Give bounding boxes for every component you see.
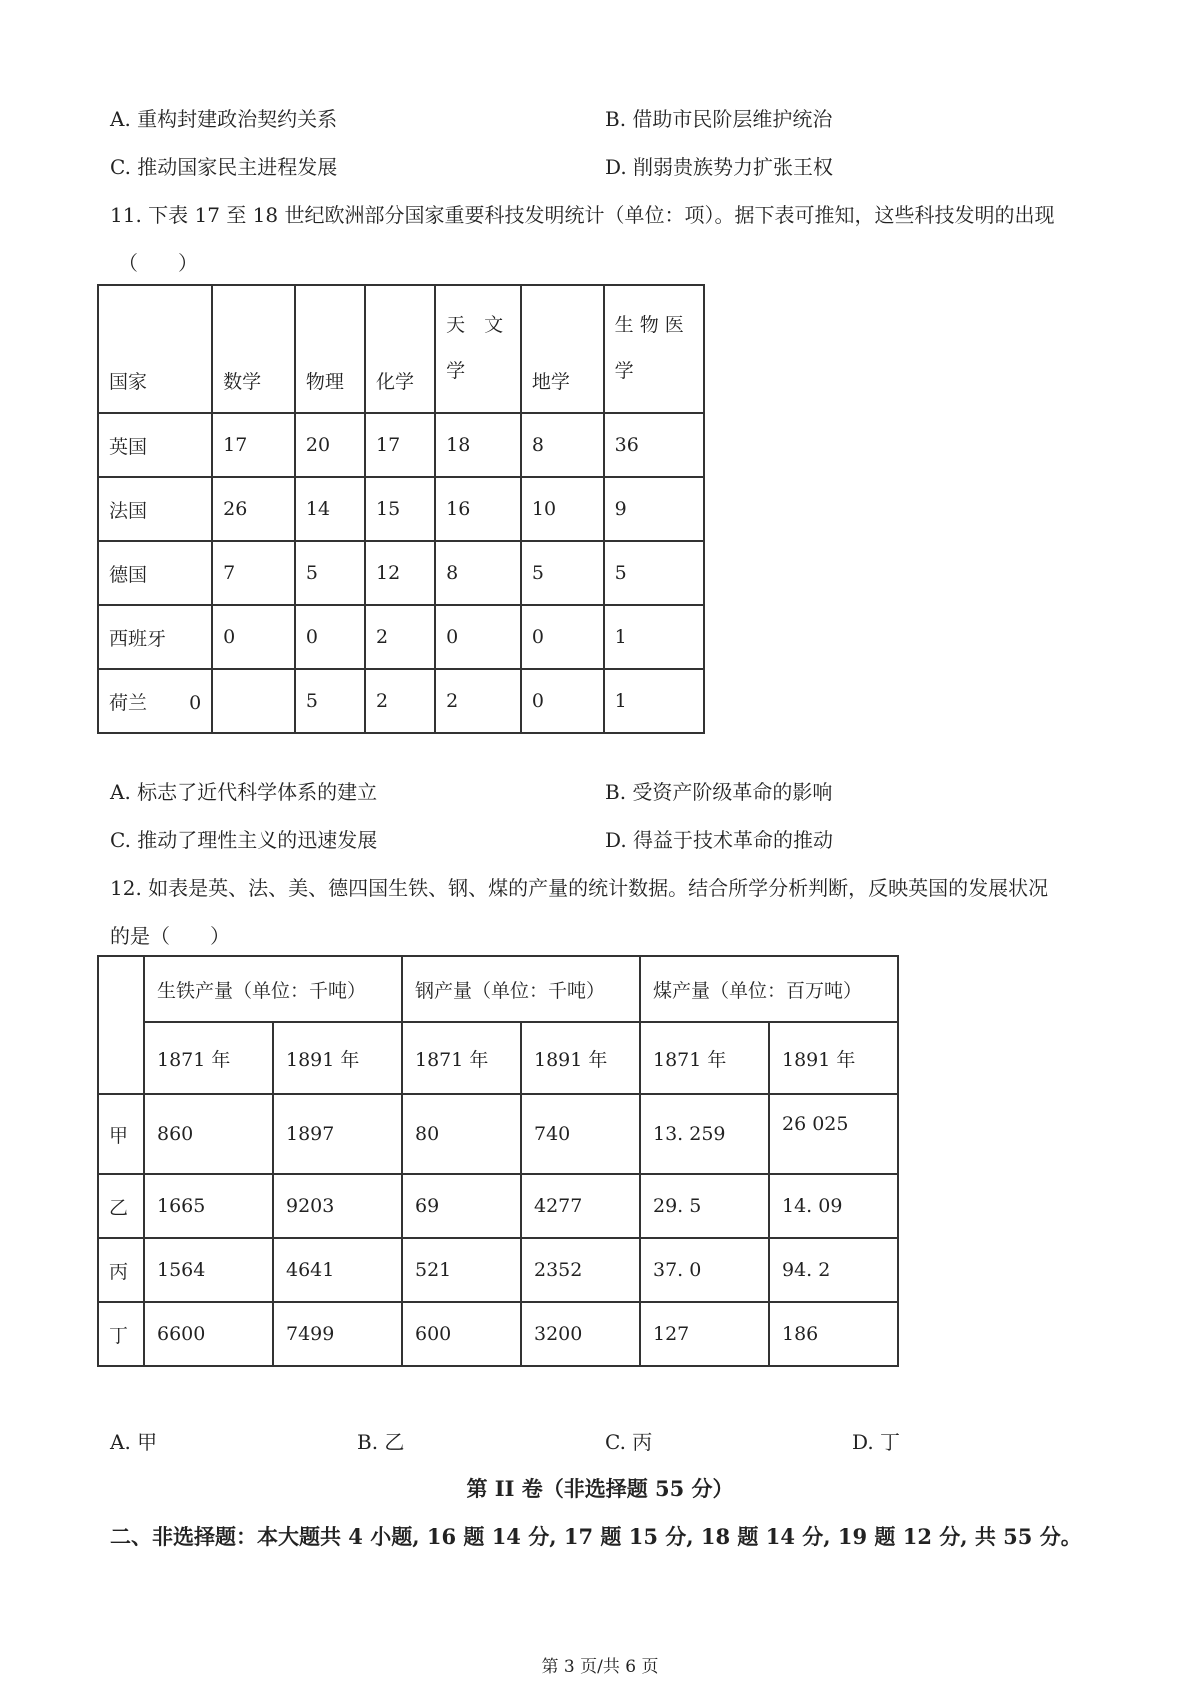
cell: 7499 — [273, 1302, 402, 1366]
q10-option-d: D. 削弱贵族势力扩张王权 — [605, 155, 834, 179]
table-row — [98, 1238, 898, 1302]
cell: 5 — [295, 669, 365, 733]
row-label: 甲 — [98, 1094, 144, 1174]
q12-table — [97, 955, 899, 1367]
cell: 186 — [769, 1302, 898, 1366]
cell: 8 — [435, 541, 521, 605]
cell: 860 — [144, 1094, 273, 1174]
year-header: 1871 年 — [144, 1022, 273, 1094]
cell: 0 — [521, 605, 604, 669]
header-physics: 物理 — [295, 285, 365, 413]
cell: 1 — [604, 605, 704, 669]
q11-option-c: C. 推动了理性主义的迅速发展 — [110, 828, 378, 852]
page-number: 第 3 页/共 6 页 — [541, 1657, 659, 1677]
cell: 法国 — [98, 477, 212, 541]
cell: 0 — [212, 605, 295, 669]
table-row — [98, 1302, 898, 1366]
row-label: 乙 — [98, 1174, 144, 1238]
q10-option-b: B. 借助市民阶层维护统治 — [605, 107, 833, 131]
year-header: 1891 年 — [521, 1022, 640, 1094]
cell: 14. 09 — [769, 1174, 898, 1238]
cell: 13. 259 — [640, 1094, 769, 1174]
table-row — [98, 1174, 898, 1238]
table-subheader-row — [98, 1022, 898, 1094]
table-row — [98, 605, 704, 669]
cell: 0 — [435, 605, 521, 669]
cell: 0 — [295, 605, 365, 669]
header-geology: 地学 — [521, 285, 604, 413]
cell: 德国 — [98, 541, 212, 605]
header-country: 国家 — [98, 285, 212, 413]
q12-option-d: D. 丁 — [852, 1430, 901, 1454]
cell: 1897 — [273, 1094, 402, 1174]
cell: 9203 — [273, 1174, 402, 1238]
cell: 3200 — [521, 1302, 640, 1366]
cell: 2 — [435, 669, 521, 733]
table-row — [98, 477, 704, 541]
cell: 1564 — [144, 1238, 273, 1302]
cell: 600 — [402, 1302, 521, 1366]
header-math: 数学 — [212, 285, 295, 413]
q12-stem: 12. 如表是英、法、美、德四国生铁、钢、煤的产量的统计数据。结合所学分析判断，反映英国的发展状况 — [110, 876, 1049, 900]
header-astronomy-line2: 学 — [446, 360, 466, 382]
cell: 521 — [402, 1238, 521, 1302]
cell: 18 — [435, 413, 521, 477]
cell: 80 — [402, 1094, 521, 1174]
cell: 8 — [521, 413, 604, 477]
q12-option-a: A. 甲 — [110, 1430, 158, 1454]
cell: 17 — [365, 413, 435, 477]
row-label: 丁 — [98, 1302, 144, 1366]
year-header: 1871 年 — [640, 1022, 769, 1094]
year-header: 1891 年 — [273, 1022, 402, 1094]
cell: 36 — [604, 413, 704, 477]
cell-math: 0 — [189, 691, 202, 714]
q11-stem: 11. 下表 17 至 18 世纪欧洲部分国家重要科技发明统计（单位：项）。据下表可推知，这些科技发明的出现 — [110, 203, 1055, 227]
cell: 17 — [212, 413, 295, 477]
header-astronomy — [435, 285, 521, 413]
part2-instruction: 二、非选择题：本大题共 4 小题, 16 题 14 分, 17 题 15 分, 18 题 14 分, 19 题 12 分, 共 55 分。 — [110, 1524, 1082, 1549]
group-header-pig-iron: 生铁产量（单位：千吨） — [144, 956, 402, 1022]
cell: 16 — [435, 477, 521, 541]
q11-answer-blank: （ ） — [118, 251, 198, 275]
part2-title: 第 II 卷（非选择题 55 分） — [466, 1476, 734, 1501]
cell: 4277 — [521, 1174, 640, 1238]
cell: 20 — [295, 413, 365, 477]
cell-country: 荷兰 — [109, 691, 148, 714]
cell: 127 — [640, 1302, 769, 1366]
q11-option-d: D. 得益于技术革命的推动 — [605, 828, 834, 852]
cell: 1 — [604, 669, 704, 733]
q12-answer-blank: 的是（ ） — [110, 924, 230, 948]
cell: 26 025 — [769, 1094, 898, 1174]
table-header-row — [98, 285, 704, 413]
cell: 2352 — [521, 1238, 640, 1302]
cell: 94. 2 — [769, 1238, 898, 1302]
cell: 14 — [295, 477, 365, 541]
q11-option-a: A. 标志了近代科学体系的建立 — [110, 780, 378, 804]
q10-option-a: A. 重构封建政治契约关系 — [110, 107, 338, 131]
cell: 5 — [604, 541, 704, 605]
cell: 6600 — [144, 1302, 273, 1366]
table-row — [98, 413, 704, 477]
year-header: 1871 年 — [402, 1022, 521, 1094]
cell: 740 — [521, 1094, 640, 1174]
cell: 26 — [212, 477, 295, 541]
cell: 西班牙 — [98, 605, 212, 669]
group-header-coal: 煤产量（单位：百万吨） — [640, 956, 898, 1022]
cell: 10 — [521, 477, 604, 541]
table-row — [98, 669, 704, 733]
cell: 5 — [521, 541, 604, 605]
cell: 英国 — [98, 413, 212, 477]
q12-option-c: C. 丙 — [605, 1430, 653, 1454]
cell: 37. 0 — [640, 1238, 769, 1302]
cell: 69 — [402, 1174, 521, 1238]
table-row — [98, 541, 704, 605]
cell — [98, 669, 212, 733]
cell: 7 — [212, 541, 295, 605]
year-header: 1891 年 — [769, 1022, 898, 1094]
cell: 29. 5 — [640, 1174, 769, 1238]
header-biomedicine-line1: 生 物 医 — [614, 314, 684, 336]
cell: 0 — [521, 669, 604, 733]
header-astronomy-line1: 天 文 — [446, 314, 504, 336]
table-row — [98, 1094, 898, 1174]
group-header-steel: 钢产量（单位：千吨） — [402, 956, 640, 1022]
header-biomedicine-line2: 学 — [614, 360, 634, 382]
q11-option-b: B. 受资产阶级革命的影响 — [605, 780, 833, 804]
q12-option-b: B. 乙 — [357, 1430, 405, 1454]
header-chemistry: 化学 — [365, 285, 435, 413]
cell: 5 — [295, 541, 365, 605]
corner-cell — [98, 956, 144, 1094]
cell: 2 — [365, 669, 435, 733]
q10-option-c: C. 推动国家民主进程发展 — [110, 155, 338, 179]
cell: 12 — [365, 541, 435, 605]
cell: 2 — [365, 605, 435, 669]
cell: 9 — [604, 477, 704, 541]
header-biomedicine — [604, 285, 704, 413]
table-header-row — [98, 956, 898, 1022]
cell: 1665 — [144, 1174, 273, 1238]
q11-table — [97, 284, 705, 734]
cell — [212, 669, 295, 733]
row-label: 丙 — [98, 1238, 144, 1302]
cell: 4641 — [273, 1238, 402, 1302]
cell: 15 — [365, 477, 435, 541]
